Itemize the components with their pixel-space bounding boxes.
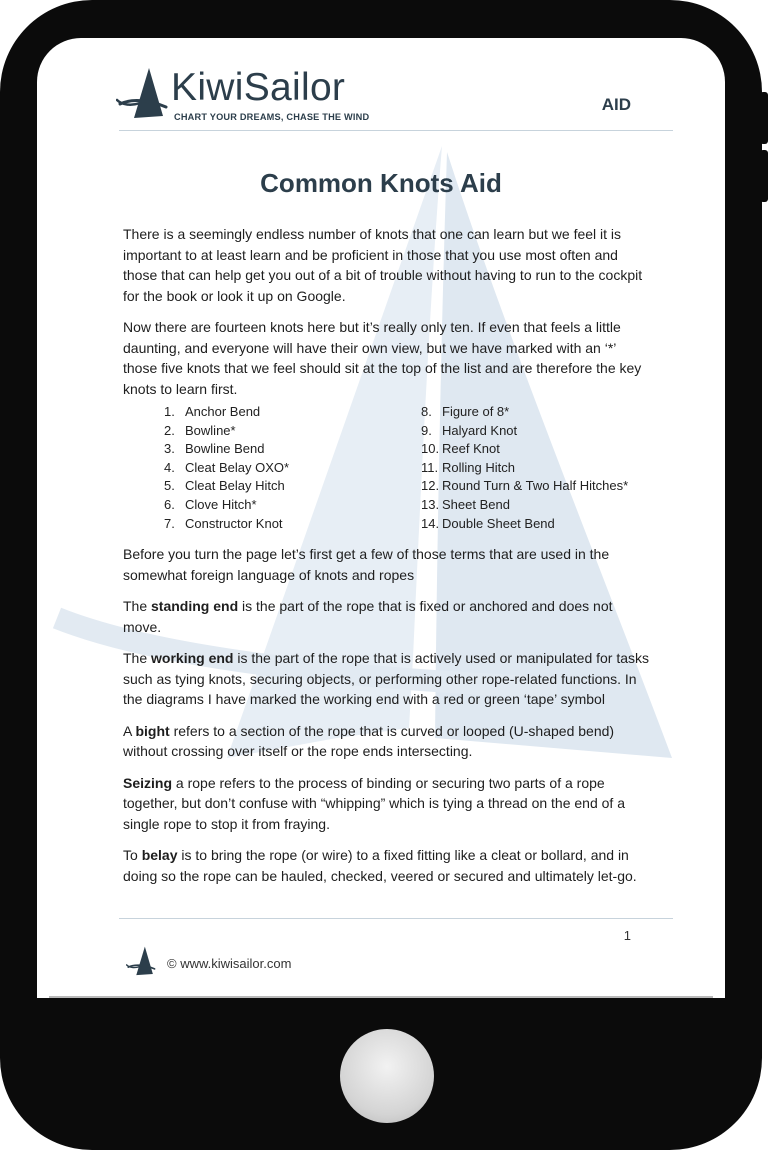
document-body	[123, 224, 651, 897]
home-button[interactable]	[340, 1029, 434, 1123]
header-divider	[119, 130, 673, 131]
brand-name: KiwiSailor	[171, 66, 346, 109]
knot-item: 13. Sheet Bend	[421, 496, 510, 512]
defined-term: Seizing	[123, 774, 173, 791]
knot-item: 11. Rolling Hitch	[421, 459, 515, 475]
knot-item: 2. Bowline*	[164, 422, 236, 438]
term-definition: To belay is to bring the rope (or wire) to a fixed fitting like a cleat or bollard, and in doing so the rope can be hauled, checked, veered or secured and ultimately let-go.	[123, 847, 637, 884]
knot-item: 10. Reef Knot	[421, 441, 500, 457]
intro-paragraph: There is a seemingly endless number of knots that one can learn but we feel it is important to at least learn and be proficient in those that you use most often and those that can help get you out of a bit of trouble without having to run to the cockpit for the book or look it up on Google.	[123, 226, 643, 304]
defined-term: bight	[135, 722, 170, 739]
knot-list	[123, 403, 651, 533]
knot-item: 5. Cleat Belay Hitch	[164, 478, 285, 494]
knot-item: 12. Round Turn & Two Half Hitches*	[421, 478, 629, 494]
knot-list-column	[421, 403, 651, 533]
knot-list-column	[123, 403, 421, 533]
defined-term: belay	[141, 847, 178, 864]
term-definition: A bight refers to a section of the rope that is curved or looped (U-shaped bend) without crossing over itself or the rope ends intersecting.	[123, 722, 615, 760]
defined-term: working end	[151, 650, 234, 667]
document-page	[37, 38, 725, 998]
footer-url-link[interactable]: © www.kiwisailor.com	[167, 956, 292, 971]
footer-logo-icon	[126, 945, 158, 979]
knot-item: 1. Anchor Bend	[164, 404, 261, 419]
term-definition: Seizing a rope refers to the process of binding or securing two parts of a rope together, but don’t confuse with “whipping” which is tying a thread on the end of a single rope to stop it from fraying.	[123, 774, 625, 832]
knot-item: 6. Clove Hitch*	[164, 496, 257, 512]
screen-bottom-edge	[49, 996, 713, 998]
knot-item: 4. Cleat Belay OXO*	[164, 459, 290, 475]
brand-tagline: CHART YOUR DREAMS, CHASE THE WIND	[174, 112, 370, 122]
knot-item: 7. Constructor Knot	[164, 515, 283, 531]
term-definition: The working end is the part of the rope that is actively used or manipulated for tasks such as tying knots, securing objects, or performing other rope-related functions. In the diagrams I have marked the working end with a red or green ‘tape’ symbol	[123, 650, 650, 708]
volume-up-button[interactable]	[760, 92, 768, 144]
page-title: Common Knots Aid	[260, 168, 502, 198]
intro-paragraph: Now there are fourteen knots here but it’s really only ten. If even that feels a little daunting, and everyone will have their own view, but we have marked with an ‘*’ those five knots that we feel should sit at the top of the list and are therefore the key knots to learn first.	[123, 319, 642, 397]
knot-item: 9. Halyard Knot	[421, 422, 518, 438]
page-number: 1	[623, 928, 631, 943]
footer-divider	[119, 918, 673, 919]
kiwisailor-logo-icon	[116, 66, 172, 124]
terms-intro-paragraph: Before you turn the page let’s first get a few of those terms that are used in the somewhat foreign language of knots and ropes	[123, 546, 610, 583]
defined-term: standing end	[151, 598, 239, 615]
volume-down-button[interactable]	[760, 150, 768, 202]
term-definition: The standing end is the part of the rope that is fixed or anchored and does not move.	[123, 598, 613, 635]
knot-item: 8. Figure of 8*	[421, 404, 510, 419]
document-type-label: AID	[601, 95, 631, 114]
knot-item: 14. Double Sheet Bend	[421, 515, 555, 531]
knot-item: 3. Bowline Bend	[164, 441, 265, 457]
